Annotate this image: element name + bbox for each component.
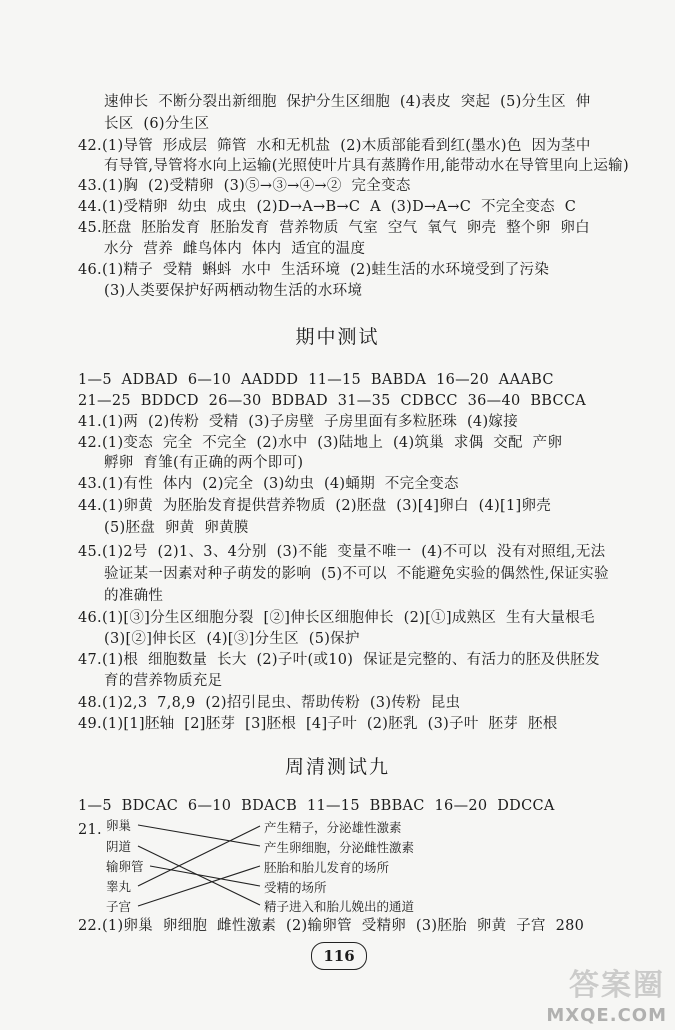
match-right-item: 胚胎和胎儿发育的场所 xyxy=(264,860,390,875)
answer-line: 48.(1)2,3 7,8,9 (2)招引昆虫、帮助传粉 (3)传粉 昆虫 xyxy=(78,695,461,711)
answer-line: 43.(1)有性 体内 (2)完全 (3)幼虫 (4)蛹期 不完全变态 xyxy=(78,476,459,492)
answer-line: 47.(1)根 细胞数量 长大 (2)子叶(或10) 保证是完整的、有活力的胚及供胚发 xyxy=(78,652,600,668)
question-number: 21. xyxy=(78,822,102,838)
answer-line: 的准确性 xyxy=(104,588,164,604)
answer-line: 45.胚盘 胚胎发育 胚胎发育 营养物质 气室 空气 氧气 卵壳 整个卵 卵白 xyxy=(78,220,590,236)
match-right-item: 产生卵细胞，分泌雌性激素 xyxy=(264,840,415,855)
answer-line: 21—25 BDDCD 26—30 BDBAD 31—35 CDBCC 36—40 BBCCA xyxy=(78,393,587,409)
answer-line: 44.(1)受精卵 幼虫 成虫 (2)D→A→B→C A (3)D→A→C 不完全变态 C xyxy=(78,199,577,215)
match-left-item: 子宫 xyxy=(106,899,132,914)
match-left-item: 阴道 xyxy=(106,839,132,854)
answer-line: 45.(1)2号 (2)1、3、4分别 (3)不能 变量不唯一 (4)不可以 没有对照组,无法 xyxy=(78,544,606,560)
answer-line: 速伸长 不断分裂出新细胞 保护分生区细胞 (4)表皮 突起 (5)分生区 伸 xyxy=(104,94,591,110)
match-line xyxy=(138,866,260,906)
answer-line: 1—5 BDCAC 6—10 BDACB 11—15 BBBAC 16—20 DDCCA xyxy=(78,798,555,814)
answer-line: 有导管,导管将水向上运输(光照使叶片具有蒸腾作用,能带动水在导管里向上运输) xyxy=(104,158,629,174)
answer-line: (3)[②]伸长区 (4)[③]分生区 (5)保护 xyxy=(104,631,360,647)
section-title: 期中测试 xyxy=(295,326,380,348)
match-left-item: 输卵管 xyxy=(106,859,144,874)
match-left-item: 睾丸 xyxy=(106,879,132,894)
match-right-item: 产生精子，分泌雄性激素 xyxy=(264,820,402,835)
match-right-item: 受精的场所 xyxy=(264,880,327,895)
page-number: 116 xyxy=(311,942,367,970)
match-line xyxy=(150,866,260,886)
answer-line: 22.(1)卵巢 卵细胞 雌性激素 (2)输卵管 受精卵 (3)胚胎 卵黄 子宫 280 xyxy=(78,918,585,934)
match-right-item: 精子进入和胎儿娩出的通道 xyxy=(264,899,415,914)
answer-line: 41.(1)两 (2)传粉 受精 (3)子房壁 子房里面有多粒胚珠 (4)嫁接 xyxy=(78,414,519,430)
answer-line: 46.(1)[③]分生区细胞分裂 [②]伸长区细胞伸长 (2)[①]成熟区 生有大量根毛 xyxy=(78,610,595,626)
answer-line: 长区 (6)分生区 xyxy=(104,116,210,132)
answer-line: 42.(1)变态 完全 不完全 (2)水中 (3)陆地上 (4)筑巢 求偶 交配 产卵 xyxy=(78,435,563,451)
watermark-logo: 答案圈 xyxy=(569,968,665,1003)
answer-line: 水分 营养 雌鸟体内 体内 适宜的温度 xyxy=(104,241,366,257)
answer-line: 44.(1)卵黄 为胚胎发育提供营养物质 (2)胚盘 (3)[4]卵白 (4)[1]卵壳 xyxy=(78,498,552,514)
watermark-url: MXQE.COM xyxy=(546,1005,667,1026)
answer-line: 育的营养物质充足 xyxy=(104,673,223,689)
answer-line: 42.(1)导管 形成层 筛管 水和无机盐 (2)木质部能看到红(墨水)色 因为茎中 xyxy=(78,138,591,154)
answer-line: 验证某一因素对种子萌发的影响 (5)不可以 不能避免实验的偶然性,保证实验 xyxy=(104,566,609,582)
match-line xyxy=(138,846,260,905)
match-left-item: 卵巢 xyxy=(106,818,132,833)
answer-line: 1—5 ADBAD 6—10 AADDD 11—15 BABDA 16—20 AAABC xyxy=(78,372,554,388)
answer-line: (5)胚盘 卵黄 卵黄膜 xyxy=(104,520,249,536)
answer-line: 43.(1)胸 (2)受精卵 (3)⑤→③→④→② 完全变态 xyxy=(78,178,411,194)
section-title: 周清测试九 xyxy=(284,756,390,778)
answer-line: 孵卵 育雏(有正确的两个即可) xyxy=(104,455,304,471)
answer-line: 46.(1)精子 受精 蝌蚪 水中 生活环境 (2)蛙生活的水环境受到了污染 xyxy=(78,262,550,278)
answer-line: 49.(1)[1]胚轴 [2]胚芽 [3]胚根 [4]子叶 (2)胚乳 (3)子叶 胚芽 胚根 xyxy=(78,716,558,732)
answer-line: (3)人类要保护好两栖动物生活的水环境 xyxy=(104,283,363,299)
